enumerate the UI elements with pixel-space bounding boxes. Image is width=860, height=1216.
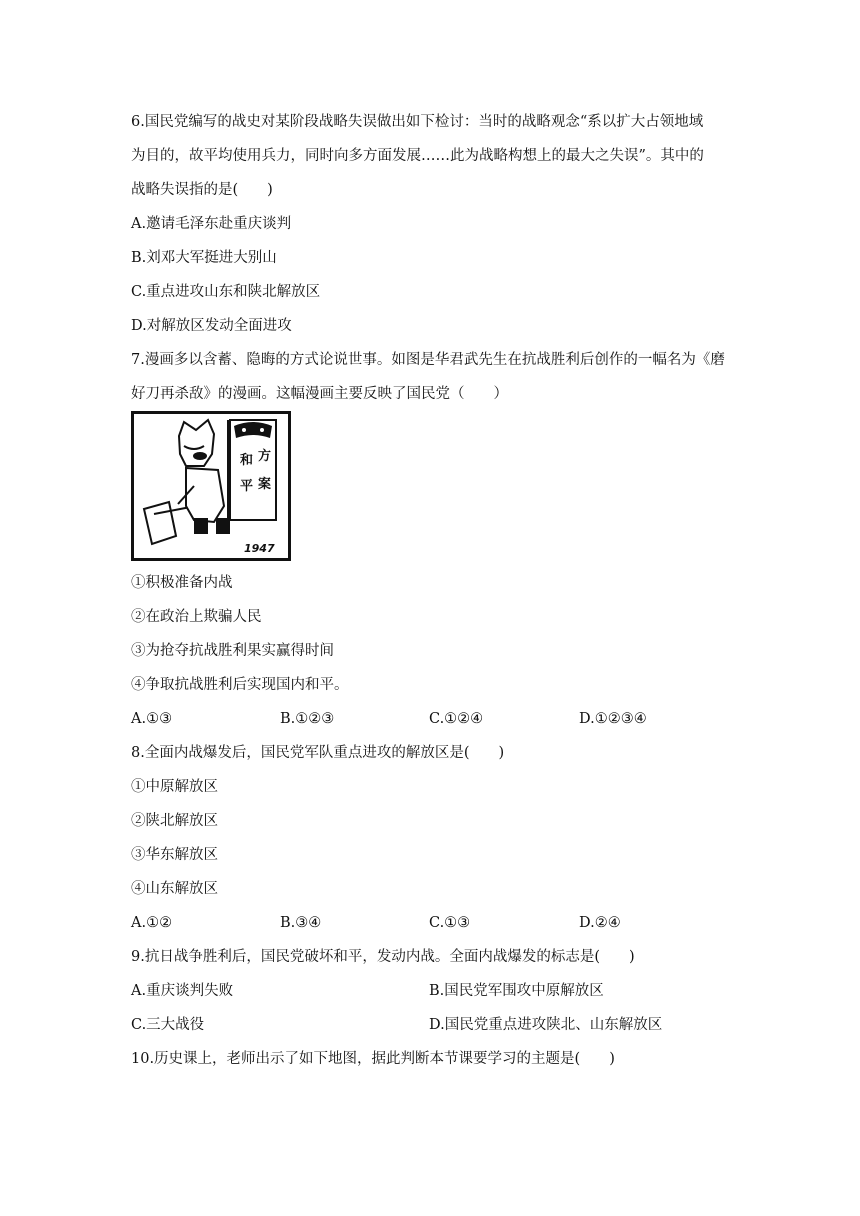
q9-option-a: A.重庆谈判失败 (131, 983, 234, 999)
q8-stem: 8.全面内战爆发后，国民党军队重点进攻的解放区是( ) (131, 745, 505, 761)
q6-stem-line-3: 战略失误指的是( ) (131, 182, 273, 198)
cartoon-image (131, 411, 291, 561)
q8-statement-4: ④山东解放区 (131, 881, 218, 897)
q8-statement-2: ②陕北解放区 (131, 813, 218, 829)
banner-char-3: 平 (240, 479, 254, 494)
q7-stem-line-2: 好刀再杀敌》的漫画。这幅漫画主要反映了国民党（ ） (131, 386, 508, 402)
q8-option-d: D.②④ (579, 915, 621, 931)
q7-statement-3: ③为抢夺抗战胜利果实赢得时间 (131, 643, 334, 659)
q7-option-c: C.①②④ (429, 711, 484, 727)
q9-option-c: C.三大战役 (131, 1017, 205, 1033)
q6-stem-line-1: 6.国民党编写的战史对某阶段战略失误做出如下检讨：当时的战略观念“系以扩大占领地域 (131, 114, 704, 130)
q7-option-a: A.①③ (131, 711, 173, 727)
q9-stem: 9.抗日战争胜利后，国民党破坏和平，发动内战。全面内战爆发的标志是( ) (131, 949, 635, 965)
q8-option-a: A.①② (131, 915, 173, 931)
q6-option-d: D.对解放区发动全面进攻 (131, 318, 292, 334)
q6-option-b: B.刘邓大军挺进大别山 (131, 250, 277, 266)
q8-statement-1: ①中原解放区 (131, 779, 218, 795)
q7-statement-4: ④争取抗战胜利后实现国内和平。 (131, 677, 349, 693)
q6-option-a: A.邀请毛泽东赴重庆谈判 (131, 216, 292, 232)
q6-option-c: C.重点进攻山东和陕北解放区 (131, 284, 321, 300)
cartoon-year: 1947 (244, 542, 275, 555)
q8-option-c: C.①③ (429, 915, 471, 931)
q7-stem-line-1: 7.漫画多以含蓄、隐晦的方式论说世事。如图是华君武先生在抗战胜利后创作的一幅名为《磨 (131, 352, 725, 368)
q8-option-b: B.③④ (280, 915, 322, 931)
banner-char-4: 案 (258, 477, 272, 492)
q7-option-b: B.①②③ (280, 711, 335, 727)
cartoon-drawing (134, 414, 288, 558)
q7-option-d: D.①②③④ (579, 711, 647, 727)
q7-statement-1: ①积极准备内战 (131, 575, 233, 591)
q9-option-b: B.国民党军围攻中原解放区 (429, 983, 604, 999)
banner-char-1: 和 (240, 453, 254, 468)
banner-char-2: 方 (258, 449, 272, 464)
q8-statement-3: ③华东解放区 (131, 847, 218, 863)
q10-stem: 10.历史课上，老师出示了如下地图，据此判断本节课要学习的主题是( ) (131, 1051, 615, 1067)
q7-statement-2: ②在政治上欺骗人民 (131, 609, 262, 625)
q6-stem-line-2: 为目的，故平均使用兵力，同时向多方面发展……此为战略构想上的最大之失误”。其中的 (131, 148, 704, 164)
q9-option-d: D.国民党重点进攻陕北、山东解放区 (429, 1017, 663, 1033)
